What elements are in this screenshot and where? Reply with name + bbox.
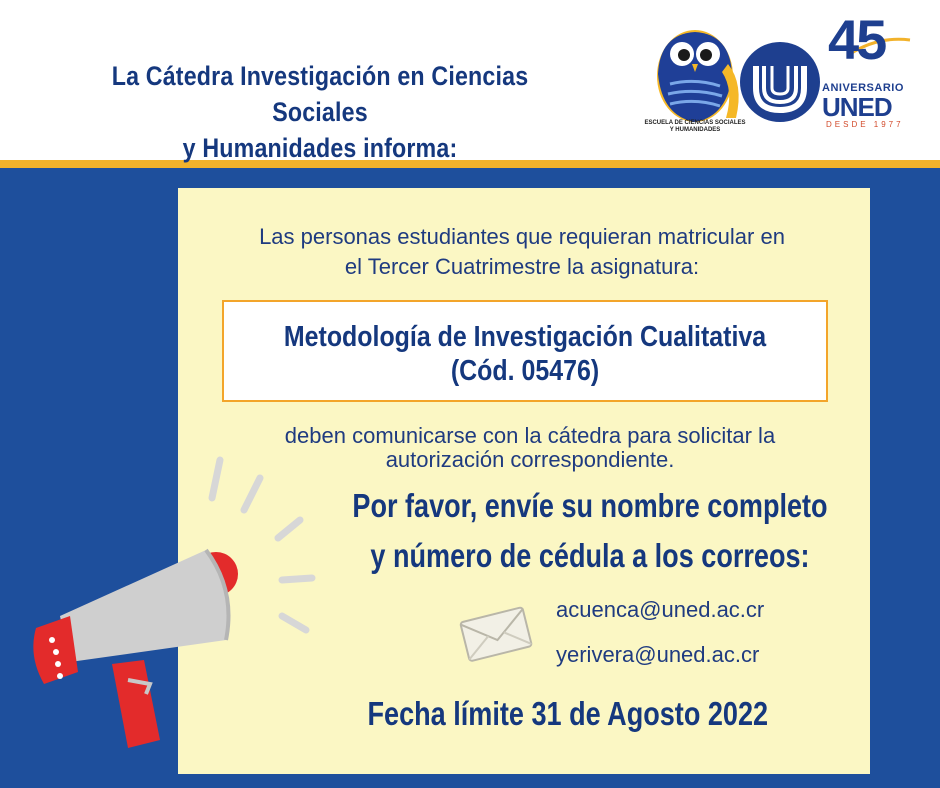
deadline: Fecha límite 31 de Agosto 2022: [367, 695, 769, 732]
owl-caption: [640, 120, 750, 134]
owl-caption-line-2: Y HUMANIDADES: [669, 127, 721, 133]
uned-name: UNED: [822, 92, 892, 122]
email-link-2[interactable]: yerivera@uned.ac.cr: [556, 642, 760, 667]
cta-line-1: Por favor, envíe su nombre completo: [352, 487, 828, 524]
cta-line-2: y número de cédula a los correos:: [370, 537, 810, 574]
intro-line-1: Las personas estudiantes que requieran matricular en: [259, 224, 785, 249]
intro-line-2: el Tercer Cuatrimestre la asignatura:: [344, 254, 700, 279]
header-title: [62, 58, 578, 166]
header-title-line-1: La Cátedra Investigación en Ciencias Sociales: [111, 61, 529, 127]
megaphone-icon: [0, 440, 340, 760]
email-link-1[interactable]: acuenca@uned.ac.cr: [556, 597, 765, 622]
intro-text: [192, 222, 852, 282]
uned-anniversary-number: 45: [828, 8, 885, 71]
uned-since: DESDE 1977: [826, 120, 904, 129]
owl-caption-line-1: ESCUELA DE CIENCIAS SOCIALES: [644, 120, 746, 126]
contact-line-1: deben comunicarse con la cátedra para solicitar la: [284, 423, 776, 448]
course-box: [222, 300, 828, 402]
call-to-action: [352, 481, 828, 581]
course-code: (Cód. 05476): [450, 355, 600, 387]
contact-line-2: autorización correspondiente.: [385, 447, 675, 472]
envelope-icon: [458, 604, 536, 664]
header-title-line-2: y Humanidades informa:: [182, 133, 458, 163]
uned-anniversary-label: ANIVERSARIO: [822, 82, 904, 94]
course-name: Metodología de Investigación Cualitativa: [283, 321, 767, 353]
